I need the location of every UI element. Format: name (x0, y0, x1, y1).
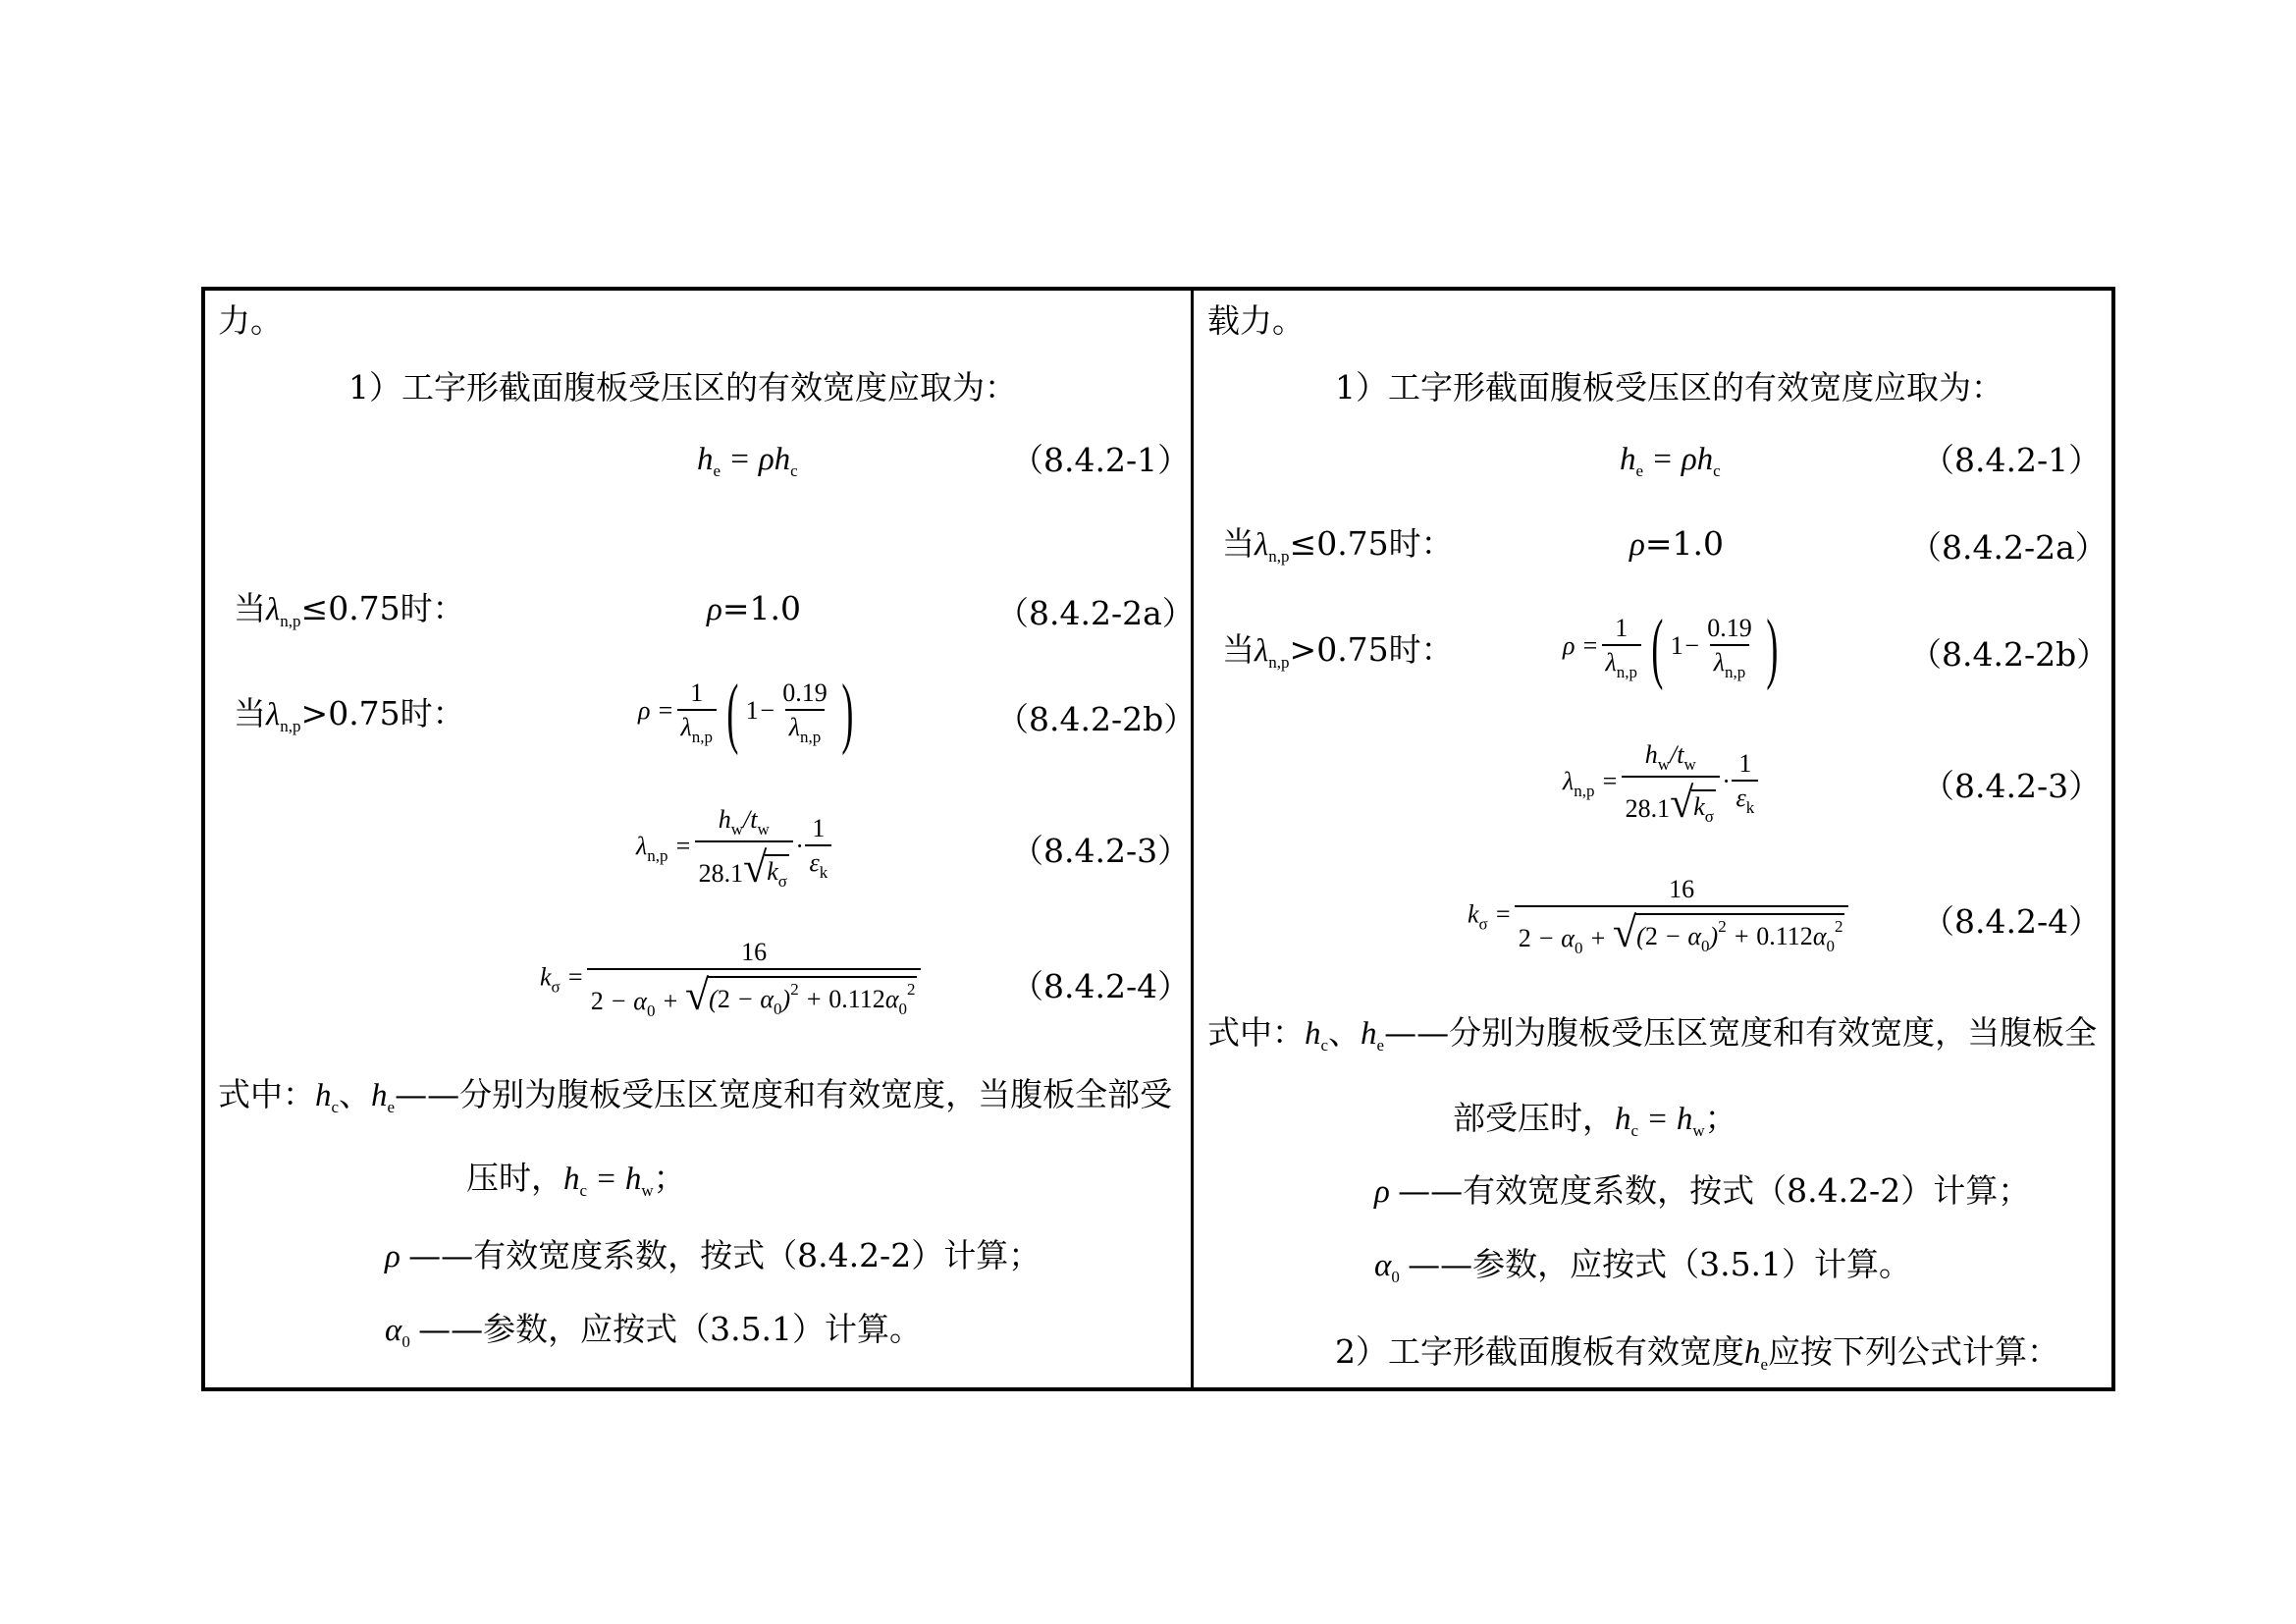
right-eq2b-one: 1 (1670, 630, 1683, 660)
right-condition-1 (1222, 524, 1454, 566)
right-eq-8-4-2-2b-number: （8.4.2-2b） (1909, 635, 2109, 674)
left-cond2-text: >0.75时： (300, 694, 465, 732)
left-eq-8-4-2-3-number: （8.4.2-3） (1011, 832, 1191, 870)
left-where-1: 式中：$h_c$、$h_e——$分别为腹板受压区宽度和有效宽度，当腹板全部受 (218, 1075, 1173, 1116)
left-eq-8-4-2-2b-number: （8.4.2-2b） (996, 700, 1197, 738)
right-where-3: $\alpha_0$ ——参数，应按式（3.5.1）计算。 (1374, 1245, 1912, 1286)
right-intro-2: 2）工字形截面腹板有效宽度$h_e$应按下列公式计算： (1335, 1332, 2060, 1374)
left-eq-8-4-2-4-number: （8.4.2-4） (1011, 967, 1191, 1005)
left-eq-8-4-2-3: $\lambda_{n,p}$ = $h_w/t_w$ 28.1 √ $k_\sigma$ · $\frac{1}{\varepsilon_k}$ (636, 807, 834, 890)
column-divider (1191, 287, 1194, 1391)
right-intro-2-text-a: 2）工字形截面腹板有效宽度 (1335, 1332, 1744, 1371)
right-eq-8-4-2-4: $k_\sigma$ = 16 $2 - \alpha_0$ + √ $(2 - \alpha_0)^2 + 0.112\alpha_0^2$ (1468, 877, 1851, 956)
left-eq-8-4-2-1: $h_e = \rho h_c$ (697, 442, 798, 480)
right-where-1-cont: 部受压时，$h_c = h_w$； (1453, 1099, 1737, 1140)
left-cond1-prefix: 当 (234, 589, 266, 627)
left-cond1-text: ≤0.75时： (300, 589, 465, 627)
right-eq-8-4-2-1-number: （8.4.2-1） (1922, 441, 2102, 479)
right-eq-8-4-2-1: $h_e = \rho h_c$ (1620, 442, 1721, 480)
right-intro-2-text-b: 应按下列公式计算： (1768, 1332, 2060, 1371)
left-eq3-one: 1 (812, 814, 826, 842)
left-where-2-text: ——有效宽度系数，按式（8.4.2-2）计算； (408, 1236, 1041, 1274)
right-where-2-text: ——有效宽度系数，按式（8.4.2-2）计算； (1398, 1171, 2031, 1210)
right-cond1-lambda: $\lambda_{n,p}$ (1255, 527, 1290, 566)
right-cond2-prefix: 当 (1222, 630, 1255, 669)
left-where-2: ρ ——有效宽度系数，按式（8.4.2-2）计算； (385, 1236, 1041, 1274)
right-condition-2 (1222, 630, 1454, 672)
left-eq4-coef: 0.112 (828, 985, 885, 1013)
right-eq2b-num2: 0.19 (1707, 614, 1752, 642)
left-eq-8-4-2-4: $k_\sigma$ = 16 $2 - \alpha_0$ + √ $(2 - \alpha_0)^2 + 0.112\alpha_0^2$ (540, 940, 924, 1019)
left-eq3-const: 28.1 (698, 859, 744, 888)
right-eq2b-num1: 1 (1615, 614, 1629, 642)
right-eq3-one: 1 (1738, 749, 1752, 778)
right-eq2a-rhs: =1.0 (1644, 524, 1724, 563)
right-eq-8-4-2-2a-number: （8.4.2-2a） (1909, 528, 2108, 567)
left-cond1-lambda: $\lambda_{n,p}$ (266, 592, 301, 630)
right-where-1-end: ； (1704, 1099, 1737, 1137)
left-eq-8-4-2-1-number: （8.4.2-1） (1011, 441, 1191, 479)
right-eq-8-4-2-2a: ρ=1.0 (1629, 524, 1724, 563)
left-eq-8-4-2-2a-number: （8.4.2-2a） (996, 594, 1195, 632)
right-eq4-coef: 0.112 (1756, 922, 1813, 950)
right-where-3-text: ——参数，应按式（3.5.1）计算。 (1408, 1245, 1912, 1283)
left-eq2b-one: 1 (745, 695, 759, 725)
left-eq2b-num1: 1 (690, 678, 704, 707)
left-cond2-prefix: 当 (234, 694, 266, 732)
left-where-label: 式中： (218, 1075, 315, 1113)
left-eq2b-num2: 0.19 (782, 678, 828, 707)
right-fragment: 载力。 (1207, 301, 1305, 340)
left-fragment: 力。 (218, 301, 283, 340)
right-where-1-text: ——分别为腹板受压区宽度和有效宽度，当腹板全 (1384, 1013, 2098, 1052)
left-where-1-cont-text: 压时， (466, 1159, 563, 1197)
right-where-2: ρ ——有效宽度系数，按式（8.4.2-2）计算； (1374, 1171, 2031, 1210)
left-eq-8-4-2-2b: ρ = $\frac{1}{\lambda_{n,p}}$ ( 1− $\frac{0.19}{\lambda_{n,p}}$ ) (638, 670, 854, 756)
right-where-1: 式中：$h_c$、$h_e——$分别为腹板受压区宽度和有效宽度，当腹板全 (1207, 1013, 2098, 1055)
right-intro: 1）工字形截面腹板受压区的有效宽度应取为： (1335, 368, 2003, 406)
left-eq2a-rhs: =1.0 (721, 589, 801, 627)
left-where-3: $\alpha_0$ ——参数，应按式（3.5.1）计算。 (385, 1310, 923, 1351)
right-cond2-lambda: $\lambda_{n,p}$ (1255, 633, 1290, 672)
right-eq-8-4-2-3-number: （8.4.2-3） (1922, 767, 2102, 805)
right-eq-8-4-2-2b: ρ = $\frac{1}{\lambda_{n,p}}$ ( 1− $\frac{0.19}{\lambda_{n,p}}$ ) (1563, 605, 1779, 691)
right-where-1-cont-text: 部受压时， (1453, 1099, 1615, 1137)
left-where-1-text: ——分别为腹板受压区宽度和有效宽度，当腹板全部受 (395, 1075, 1173, 1113)
right-where-label: 式中： (1207, 1013, 1305, 1052)
left-condition-2 (234, 694, 465, 735)
right-eq4-numerator: 16 (1669, 875, 1695, 903)
right-eq-8-4-2-4-number: （8.4.2-4） (1922, 902, 2102, 941)
left-eq4-numerator: 16 (741, 938, 768, 966)
right-eq3-const: 28.1 (1625, 794, 1671, 823)
left-condition-1 (234, 589, 465, 630)
left-where-1-end: ； (653, 1159, 686, 1197)
left-where-3-text: ——参数，应按式（3.5.1）计算。 (418, 1310, 923, 1348)
right-cond1-prefix: 当 (1222, 524, 1255, 563)
right-eq-8-4-2-3: $\lambda_{n,p}$ = $h_w/t_w$ 28.1 √ $k_\sigma$ · $\frac{1}{\varepsilon_k}$ (1563, 742, 1761, 825)
left-cond2-lambda: $\lambda_{n,p}$ (266, 697, 301, 735)
right-cond2-text: >0.75时： (1289, 630, 1454, 669)
left-where-1-cont: 压时，$h_c = h_w$； (466, 1159, 686, 1200)
left-intro: 1）工字形截面腹板受压区的有效宽度应取为： (348, 368, 1017, 406)
left-eq-8-4-2-2a: ρ=1.0 (707, 589, 801, 627)
right-cond1-text: ≤0.75时： (1289, 524, 1454, 563)
